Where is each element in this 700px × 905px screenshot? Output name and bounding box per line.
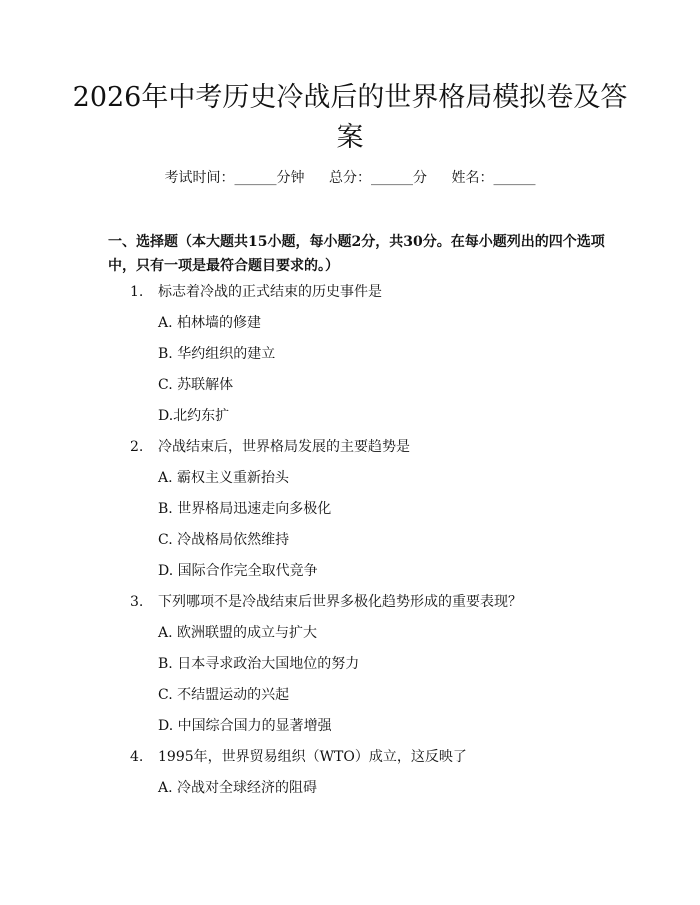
document-title: 2026年中考历史冷战后的世界格局模拟卷及答案	[72, 82, 628, 153]
option-3c: C. 不结盟运动的兴起	[158, 687, 290, 703]
question-number: 3.	[130, 594, 144, 610]
question-number: 2.	[130, 439, 144, 455]
section-heading: 一、选择题（本大题共15小题，每小题2分，共30分。在每小题列出的四个选项中，只有一项是最符合题目要求的。）	[108, 234, 605, 274]
question-1	[130, 282, 382, 302]
option-3d: D. 中国综合国力的显著增强	[158, 718, 332, 734]
option-2a: A. 霸权主义重新抬头	[158, 470, 290, 486]
question-text: 冷战结束后，世界格局发展的主要趋势是	[158, 439, 410, 455]
question-3	[130, 592, 522, 612]
question-number: 1.	[130, 284, 144, 300]
option-1c: C. 苏联解体	[158, 377, 234, 393]
option-2b: B. 世界格局迅速走向多极化	[158, 501, 332, 517]
option-2c: C. 冷战格局依然维持	[158, 532, 290, 548]
question-number: 4.	[130, 749, 144, 765]
option-2d: D. 国际合作完全取代竞争	[158, 563, 318, 579]
total-score-field: 总分：______分	[329, 170, 427, 186]
question-2	[130, 437, 410, 457]
option-1d: D.北约东扩	[158, 408, 230, 424]
option-3b: B. 日本寻求政治大国地位的努力	[158, 656, 360, 672]
student-name-field: 姓名：______	[451, 170, 536, 186]
question-4	[130, 747, 467, 767]
option-1b: B. 华约组织的建立	[158, 346, 276, 362]
question-text: 下列哪项不是冷战结束后世界多极化趋势形成的重要表现？	[158, 594, 522, 610]
question-text: 标志着冷战的正式结束的历史事件是	[158, 284, 382, 300]
exam-time-field: 考试时间：______分钟	[164, 170, 305, 186]
option-4a: A. 冷战对全球经济的阻碍	[158, 780, 318, 796]
option-1a: A. 柏林墙的修建	[158, 315, 262, 331]
option-3a: A. 欧洲联盟的成立与扩大	[158, 625, 318, 641]
exam-info-line	[0, 168, 700, 188]
question-text: 1995年，世界贸易组织（WTO）成立，这反映了	[158, 749, 467, 765]
